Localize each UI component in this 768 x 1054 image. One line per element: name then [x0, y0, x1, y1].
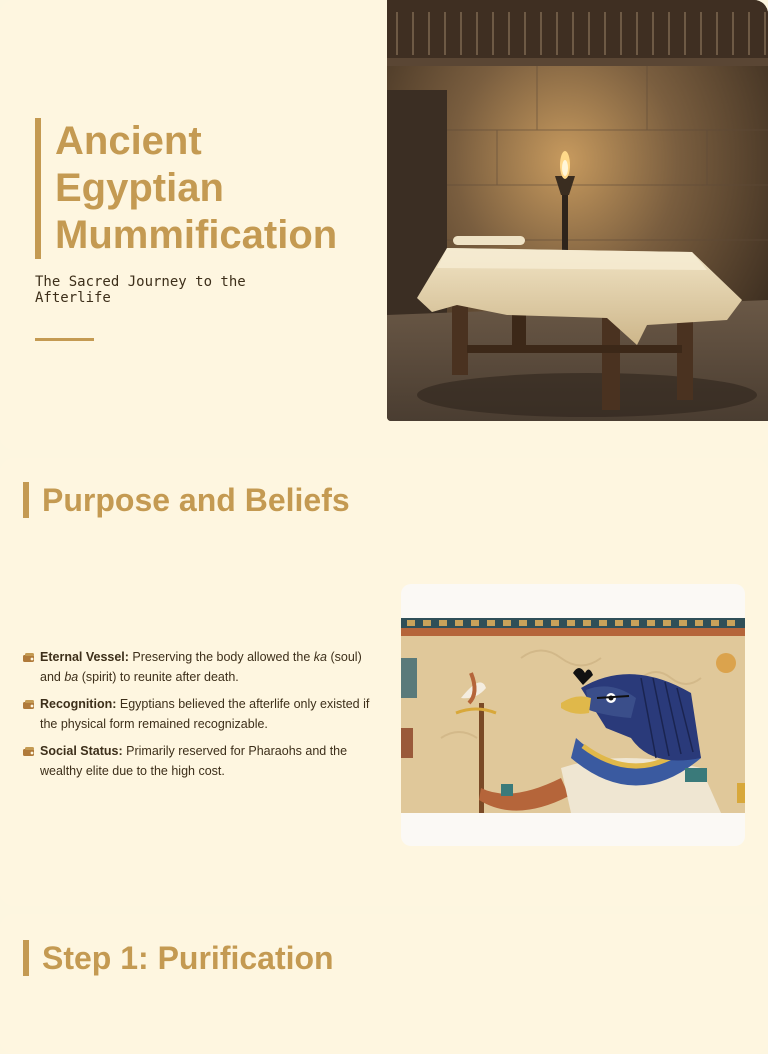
list-item: [22, 695, 372, 734]
bullet-text: (soul) and: [40, 650, 362, 684]
title-slide: [0, 0, 768, 450]
term-ba: ba: [64, 669, 79, 684]
embalming-room-illustration: [387, 0, 768, 421]
bullet-label: Eternal Vessel:: [40, 650, 129, 664]
bullet-text: (spirit) to reunite after death.: [78, 669, 239, 684]
bullet-label: Social Status:: [40, 744, 123, 758]
list-item: [22, 742, 372, 781]
section-heading: Step 1: Purification: [23, 940, 334, 976]
section-heading: Purpose and Beliefs: [23, 482, 350, 518]
slide-title: [55, 118, 385, 259]
purpose-beliefs-slide: [0, 458, 768, 906]
title-line-3: Mummification: [55, 213, 338, 257]
bullet-text: Egyptians believed the afterlife only existed if the physical form remained recognizable.: [40, 697, 370, 731]
belief-list: [22, 648, 372, 789]
image-card: [401, 584, 745, 846]
bullet-label: Recognition:: [40, 697, 117, 711]
title-line-2: Egyptian: [55, 166, 224, 210]
purification-slide: [0, 914, 768, 1054]
scroll-icon: [22, 699, 36, 711]
list-item: [22, 648, 372, 687]
accent-divider: [35, 338, 94, 341]
scroll-icon: [22, 652, 36, 664]
title-line-1: Ancient: [55, 119, 202, 163]
horus-fresco-image: [401, 618, 745, 813]
bullet-text: Preserving the body allowed the: [128, 650, 314, 664]
title-block: [35, 118, 385, 259]
slide-subtitle: The Sacred Journey to the Afterlife: [35, 274, 246, 306]
horus-wall-painting: [401, 618, 745, 813]
bullet-text: Primarily reserved for Pharaohs and the wealthy elite due to the high cost.: [40, 744, 348, 778]
embalming-table-image: [387, 0, 768, 421]
scroll-icon: [22, 746, 36, 758]
term-ka: ka: [313, 650, 327, 664]
